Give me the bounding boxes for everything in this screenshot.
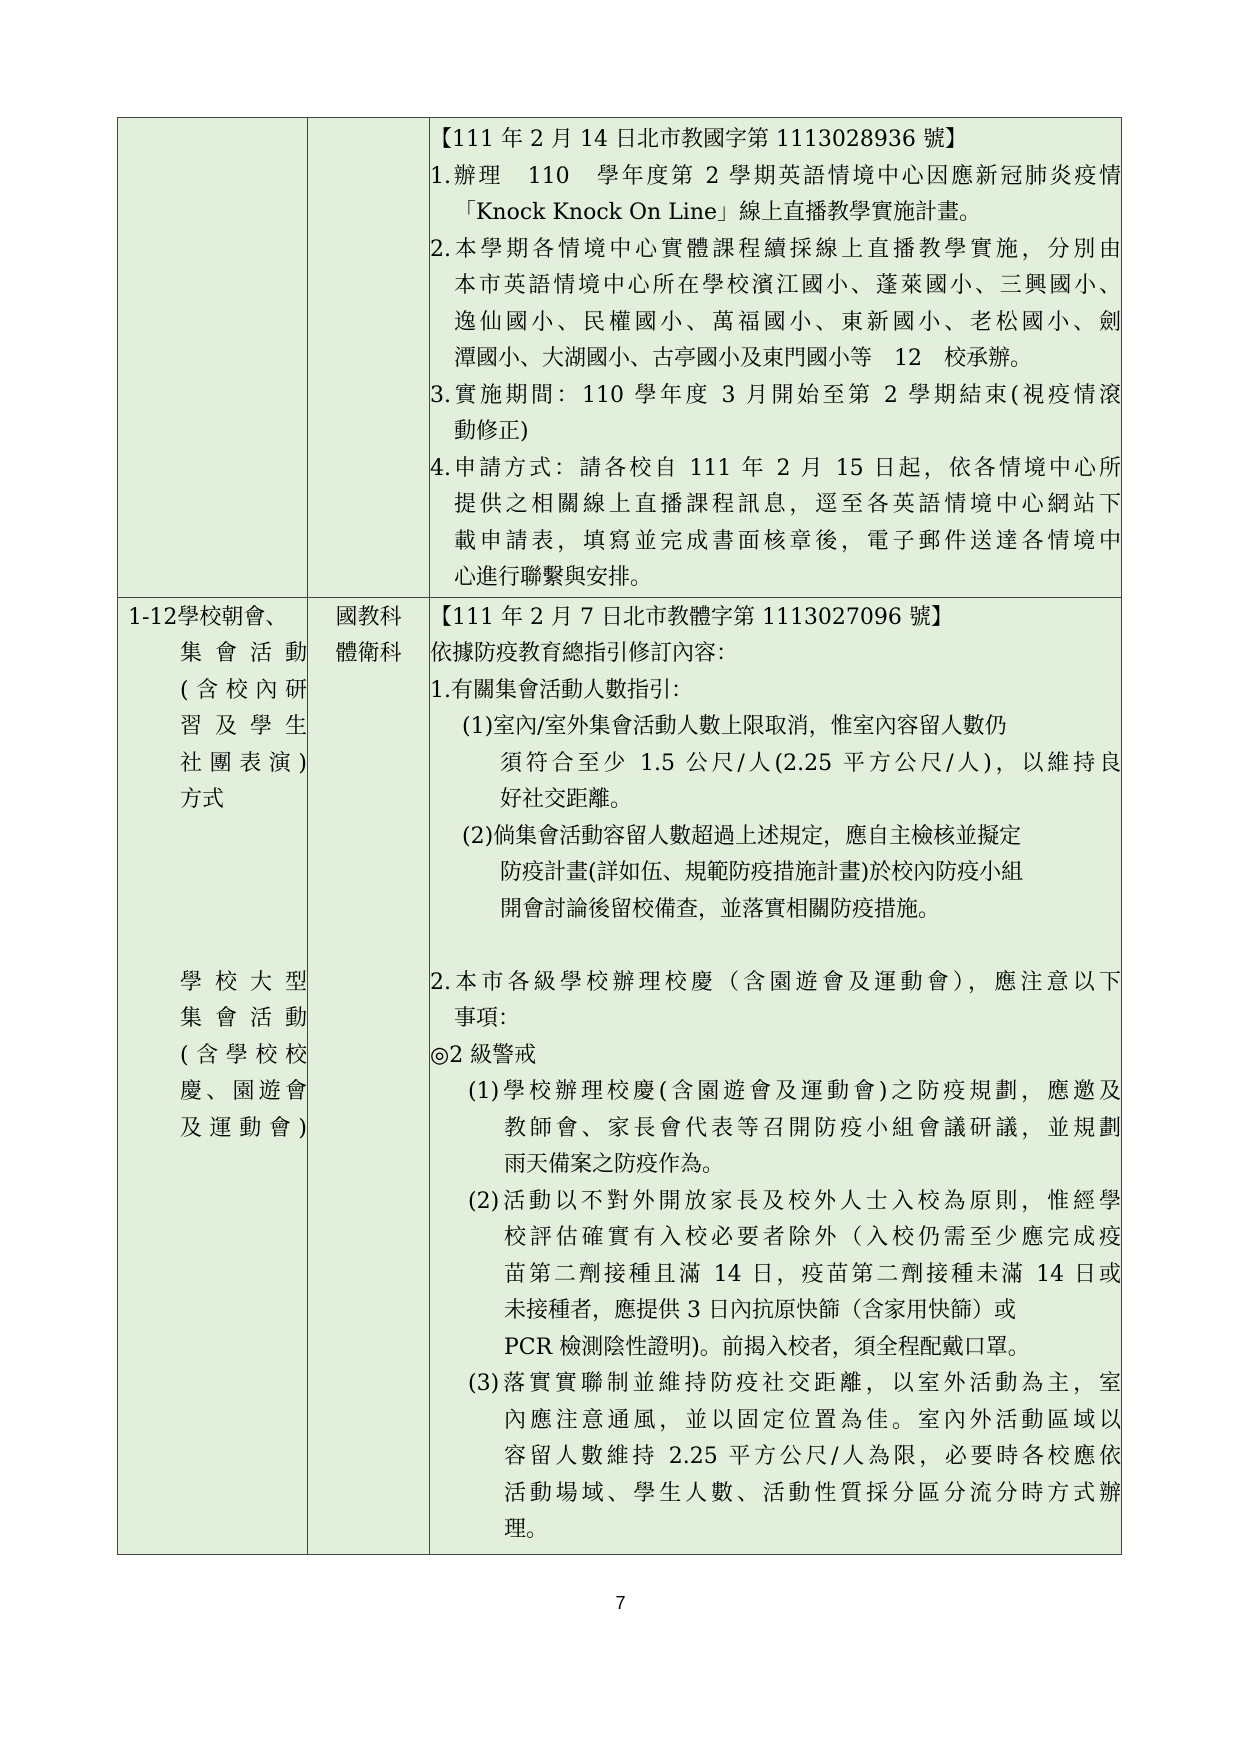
- category-label: 習及學生: [180, 714, 307, 739]
- content-line: (1)學校辦理校慶(含園遊會及運動會)之防疫規劃，應邀及: [468, 1079, 1121, 1104]
- content-line: 防疫計畫(詳如伍、規範防疫措施計畫)於校內防疫小組: [500, 860, 1024, 885]
- content-line: 載申請表，填寫並完成書面核章後，電子郵件送達各情境中: [454, 528, 1121, 554]
- content-line: 4.申請方式：請各校自 111 年 2 月 15 日起，依各情境中心所: [430, 455, 1121, 481]
- category-label: 及運動會): [180, 1115, 307, 1141]
- content-cell: [430, 597, 1122, 1554]
- notice-heading: 【111 年 2 月 7 日北市教體字第 1113027096 號】: [430, 604, 953, 630]
- content-line: 提供之相關線上直播課程訊息，逕至各英語情境中心網站下: [454, 492, 1121, 517]
- category-label: 方式: [180, 787, 225, 812]
- notice-heading: 【111 年 2 月 14 日北市教國字第 1113028936 號】: [430, 127, 967, 152]
- content-line: (3)落實實聯制並維持防疫社交距離，以室外活動為主，室: [468, 1371, 1121, 1396]
- page-number: 7: [615, 1593, 626, 1613]
- category-label: (含校內研: [180, 677, 307, 703]
- category-label: 1-12學校朝會、: [128, 604, 288, 630]
- category-label: 集會活動: [180, 641, 307, 666]
- content-line: 活動場域、學生人數、活動性質採分區分流分時方式辦: [504, 1480, 1121, 1506]
- table-row: [118, 597, 1122, 1554]
- content-line: 教師會、家長會代表等召開防疫小組會議研議，並規劃: [504, 1115, 1121, 1141]
- guidelines-table: [117, 117, 1122, 1555]
- category-label: 社團表演): [180, 750, 307, 776]
- content-line: 未接種者，應提供 3 日內抗原快篩（含家用快篩）或: [504, 1298, 1016, 1323]
- content-line: (1)室內/室外集會活動人數上限取消，惟室內容留人數仍: [462, 714, 1007, 739]
- content-line: ◎2 級警戒: [430, 1042, 537, 1068]
- content-line: 1.有關集會活動人數指引：: [430, 677, 693, 703]
- content-line: 潭國小、大湖國小、古亭國小及東門國小等 12 校承辦。: [454, 346, 1032, 371]
- content-line: 苗第二劑接種且滿 14 日，疫苗第二劑接種未滿 14 日或: [504, 1261, 1121, 1287]
- category-label: 學校大型: [180, 969, 307, 995]
- content-line: 2.本學期各情境中心實體課程續採線上直播教學實施，分別由: [430, 236, 1121, 262]
- content-line: 事項：: [454, 1006, 521, 1031]
- category-label: (含學校校: [180, 1042, 307, 1068]
- content-line: 好社交距離。: [500, 787, 633, 812]
- content-line: 開會討論後留校備查，並落實相關防疫措施。: [500, 896, 941, 922]
- category-cell: [118, 597, 308, 1554]
- content-line: 容留人數維持 2.25 平方公尺/人為限，必要時各校應依: [504, 1444, 1121, 1469]
- department-label: 國教科: [335, 604, 402, 630]
- department-label: 體衛科: [335, 641, 402, 666]
- content-line: 校評估確實有入校必要者除外（入校仍需至少應完成疫: [504, 1225, 1121, 1250]
- content-line: 雨天備案之防疫作為。: [504, 1152, 725, 1177]
- content-line: 1.辦理 110 學年度第 2 學期英語情境中心因應新冠肺炎疫情: [430, 163, 1121, 189]
- content-line: 內應注意通風，並以固定位置為佳。室內外活動區域以: [504, 1407, 1121, 1433]
- content-line: (2)倘集會活動容留人數超過上述規定，應自主檢核並擬定: [462, 823, 1022, 849]
- content-line: 依據防疫教育總指引修訂內容：: [430, 641, 739, 666]
- content-line: 逸仙國小、民權國小、萬福國小、東新國小、老松國小、劍: [454, 309, 1121, 335]
- category-label: 集會活動: [180, 1006, 307, 1031]
- content-line: 理。: [504, 1517, 549, 1542]
- department-cell: [308, 118, 430, 598]
- content-cell: [430, 118, 1122, 598]
- content-line: 3.實施期間：110 學年度 3 月開始至第 2 學期結束(視疫情滾: [430, 382, 1121, 408]
- content-line: 2.本市各級學校辦理校慶（含園遊會及運動會），應注意以下: [430, 969, 1121, 995]
- category-label: 慶、園遊會: [180, 1079, 307, 1104]
- content-line: PCR 檢測陰性證明)。前揭入校者，須全程配戴口罩。: [504, 1334, 1030, 1360]
- table-row: [118, 118, 1122, 598]
- content-line: 心進行聯繫與安排。: [454, 565, 653, 590]
- content-line: 須符合至少 1.5 公尺/人(2.25 平方公尺/人)，以維持良: [500, 750, 1121, 776]
- content-line: (2)活動以不對外開放家長及校外人士入校為原則，惟經學: [468, 1188, 1121, 1214]
- content-line: 動修正): [454, 419, 529, 444]
- department-cell: [308, 597, 430, 1554]
- content-line: 本市英語情境中心所在學校濱江國小、蓬萊國小、三興國小、: [454, 273, 1121, 298]
- content-line: 「Knock Knock On Line」線上直播教學實施計畫。: [454, 200, 982, 225]
- category-cell: [118, 118, 308, 598]
